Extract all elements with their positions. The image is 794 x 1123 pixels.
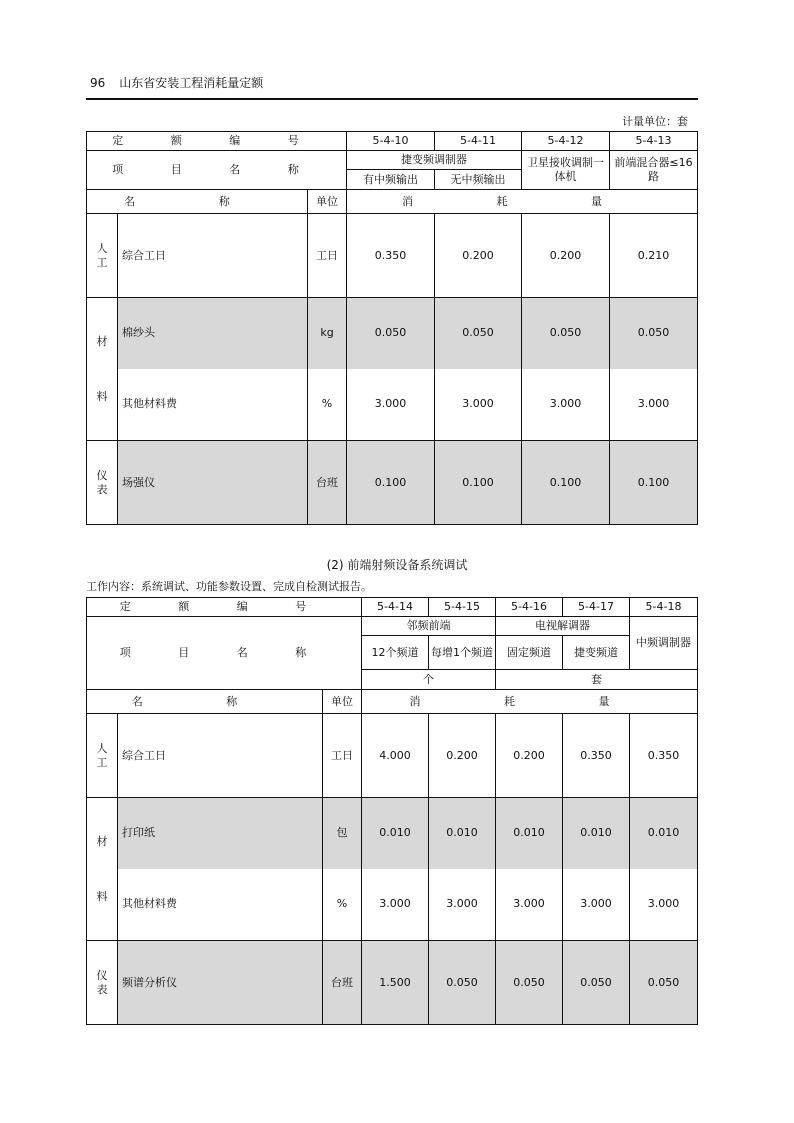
unit-cell: 包: [323, 798, 362, 869]
item-name-label: 项 目 名 称: [87, 151, 347, 190]
group-header: 捷变频调制器: [347, 151, 522, 170]
value-cell: 0.200: [522, 214, 610, 298]
code-cell: 5-4-16: [496, 598, 563, 617]
value-cell: 0.200: [429, 714, 496, 798]
value-cell: 0.200: [496, 714, 563, 798]
value-cell: 0.100: [347, 441, 435, 525]
book-title: 山东省安装工程消耗量定额: [119, 76, 264, 90]
value-cell: 3.000: [610, 369, 698, 441]
resource-name: 棉纱头: [118, 298, 308, 369]
unit-note: 计量单位：套: [622, 115, 688, 128]
category-cell: 人 工: [87, 214, 118, 298]
quota-table-1: [86, 131, 698, 525]
unit-cell: %: [308, 369, 347, 441]
sub-header: 捷变频道: [563, 636, 630, 670]
value-cell: 0.050: [563, 941, 630, 1025]
work-content: 工作内容：系统调试、功能参数设置、完成自检测试报告。: [86, 580, 372, 593]
value-cell: 0.050: [435, 298, 522, 369]
name-label: 名 称: [87, 190, 308, 214]
group-header: 邻频前端: [362, 617, 496, 636]
value-cell: 3.000: [563, 869, 630, 941]
unit-cell: 台班: [308, 441, 347, 525]
col-header: 中频调制器: [630, 617, 698, 670]
value-cell: 0.010: [496, 798, 563, 869]
unit-cell: 工日: [323, 714, 362, 798]
page-header: [90, 74, 263, 91]
value-cell: 0.100: [435, 441, 522, 525]
section-title: (2) 前端射频设备系统调试: [326, 558, 468, 572]
value-cell: 3.000: [522, 369, 610, 441]
value-cell: 3.000: [630, 869, 698, 941]
value-cell: 0.350: [563, 714, 630, 798]
value-cell: 3.000: [435, 369, 522, 441]
unit-cell: %: [323, 869, 362, 941]
unit-label: 单位: [323, 690, 362, 714]
code-label: 定 额 编 号: [87, 132, 347, 151]
resource-name: 频谱分析仪: [118, 941, 323, 1025]
name-label: 名 称: [87, 690, 323, 714]
unit-cell: kg: [308, 298, 347, 369]
category-cell: 材 料: [87, 298, 118, 441]
quota-table-2: [86, 597, 698, 1025]
category-cell: 材 料: [87, 798, 118, 941]
category-cell: 仪 表: [87, 441, 118, 525]
value-cell: 0.100: [610, 441, 698, 525]
unit-label: 单位: [308, 190, 347, 214]
unit-group-cell: 个: [362, 670, 496, 690]
category-cell: 仪 表: [87, 941, 118, 1025]
value-cell: 0.200: [435, 214, 522, 298]
page-number: 96: [90, 76, 106, 90]
value-cell: 3.000: [362, 869, 429, 941]
sub-header: 固定频道: [496, 636, 563, 670]
consumption-label: 消 耗 量: [362, 690, 698, 714]
code-label: 定 额 编 号: [87, 598, 362, 617]
unit-cell: 工日: [308, 214, 347, 298]
sub-header: 有中频输出: [347, 170, 435, 190]
code-cell: 5-4-14: [362, 598, 429, 617]
value-cell: 0.210: [610, 214, 698, 298]
value-cell: 4.000: [362, 714, 429, 798]
value-cell: 0.010: [630, 798, 698, 869]
resource-name: 其他材料费: [118, 369, 308, 441]
value-cell: 1.500: [362, 941, 429, 1025]
consumption-label: 消 耗 量: [347, 190, 698, 214]
value-cell: 0.010: [362, 798, 429, 869]
resource-name: 综合工日: [118, 214, 308, 298]
value-cell: 0.050: [347, 298, 435, 369]
sub-header: 12个频道: [362, 636, 429, 670]
col-header: 卫星接收调制一体机: [522, 151, 610, 190]
code-cell: 5-4-13: [610, 132, 698, 151]
value-cell: 0.010: [429, 798, 496, 869]
value-cell: 3.000: [429, 869, 496, 941]
code-cell: 5-4-11: [435, 132, 522, 151]
item-name-label: 项 目 名 称: [87, 617, 362, 690]
value-cell: 0.100: [522, 441, 610, 525]
sub-header: 每增1个频道: [429, 636, 496, 670]
code-cell: 5-4-17: [563, 598, 630, 617]
resource-name: 综合工日: [118, 714, 323, 798]
value-cell: 0.050: [522, 298, 610, 369]
code-cell: 5-4-18: [630, 598, 698, 617]
value-cell: 3.000: [496, 869, 563, 941]
unit-cell: 台班: [323, 941, 362, 1025]
resource-name: 场强仪: [118, 441, 308, 525]
group-header: 电视解调器: [496, 617, 630, 636]
resource-name: 其他材料费: [118, 869, 323, 941]
header-rule: [86, 98, 698, 100]
value-cell: 0.350: [630, 714, 698, 798]
value-cell: 0.050: [496, 941, 563, 1025]
value-cell: 0.050: [610, 298, 698, 369]
value-cell: 3.000: [347, 369, 435, 441]
code-cell: 5-4-10: [347, 132, 435, 151]
value-cell: 0.010: [563, 798, 630, 869]
col-header: 前端混合器≤16路: [610, 151, 698, 190]
category-cell: 人 工: [87, 714, 118, 798]
value-cell: 0.050: [630, 941, 698, 1025]
value-cell: 0.350: [347, 214, 435, 298]
value-cell: 0.050: [429, 941, 496, 1025]
sub-header: 无中频输出: [435, 170, 522, 190]
code-cell: 5-4-12: [522, 132, 610, 151]
code-cell: 5-4-15: [429, 598, 496, 617]
resource-name: 打印纸: [118, 798, 323, 869]
unit-group-cell: 套: [496, 670, 698, 690]
